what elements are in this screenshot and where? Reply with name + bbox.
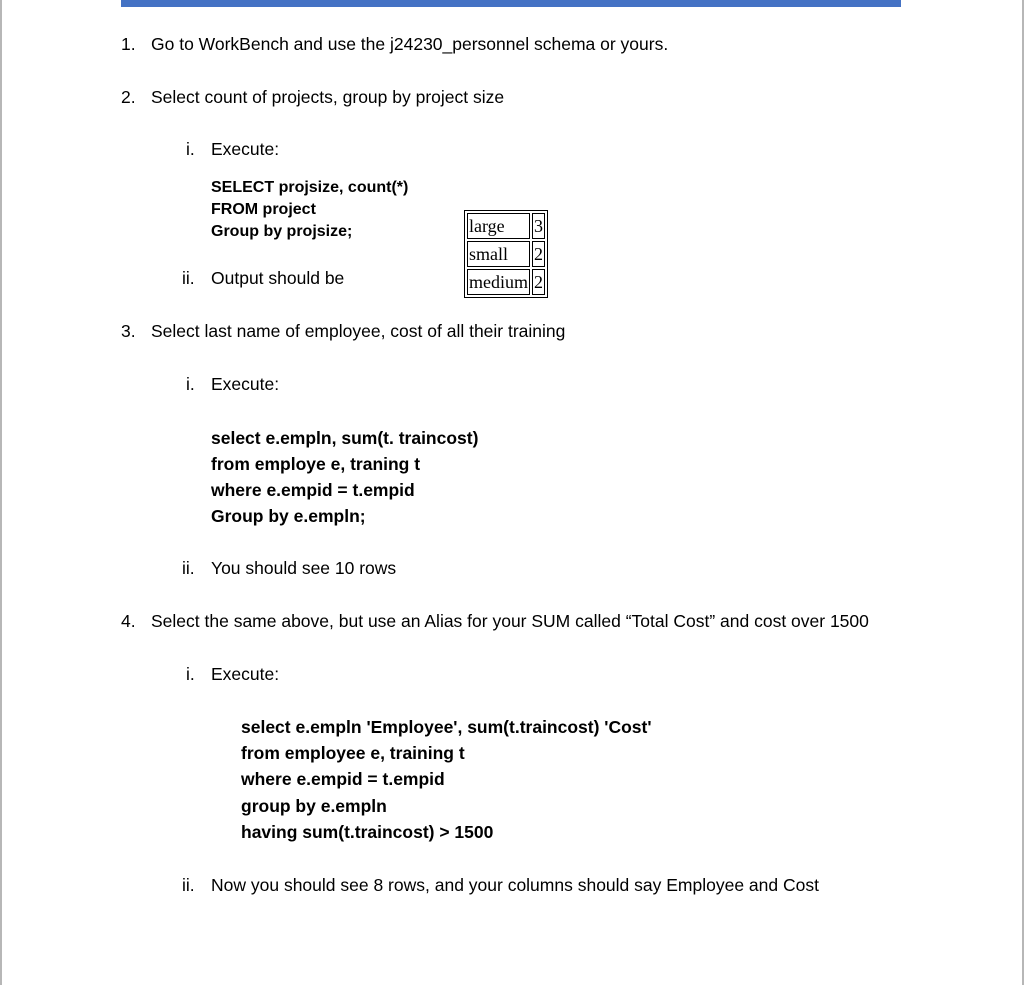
table-cell: small [467, 241, 530, 267]
item-3-sub-i-number: i. [186, 374, 195, 394]
table-row [467, 241, 545, 267]
table-row [467, 213, 545, 239]
table-row [467, 269, 545, 295]
item-4-code-line: select e.empln 'Employee', sum(t.traincost) 'Cost' [241, 717, 652, 737]
item-3-code-line: select e.empln, sum(t. traincost) [211, 428, 479, 448]
item-4-code-line: group by e.empln [241, 796, 387, 816]
header-rule [121, 0, 901, 7]
item-4-sub-ii-number: ii. [182, 875, 195, 895]
table-cell: large [467, 213, 530, 239]
item-2-text: Select count of projects, group by project size [151, 87, 505, 107]
item-2-number: 2. [121, 87, 136, 107]
item-3-number: 3. [121, 321, 136, 341]
item-2-code-line: FROM project [211, 201, 316, 218]
item-4-code-line: from employee e, training t [241, 743, 465, 763]
table-cell: medium [467, 269, 530, 295]
item-4-sub-i-text: Execute: [211, 664, 280, 684]
item-2-code-line: SELECT projsize, count(*) [211, 179, 409, 196]
item-3-code-line: Group by e.empln; [211, 506, 366, 526]
item-2-sub-i-number: i. [186, 139, 195, 159]
item-4-sub-ii-text: Now you should see 8 rows, and your columns should say Employee and Cost [211, 875, 819, 895]
page-edge-left [0, 0, 2, 985]
table-cell: 3 [532, 213, 545, 239]
table-cell: 2 [532, 241, 545, 267]
item-1-text: Go to WorkBench and use the j24230_personnel schema or yours. [151, 34, 669, 54]
item-1-number: 1. [121, 34, 136, 54]
item-4-number: 4. [121, 611, 136, 631]
item-3-sub-i-text: Execute: [211, 374, 280, 394]
item-3-text: Select last name of employee, cost of all their training [151, 321, 566, 341]
item-4-code-line: where e.empid = t.empid [241, 769, 445, 789]
item-4-text: Select the same above, but use an Alias for your SUM called “Total Cost” and cost over 1500 [151, 611, 869, 631]
item-3-sub-ii-number: ii. [182, 558, 195, 578]
item-2-code-line: Group by projsize; [211, 223, 353, 240]
item-3-code-line: where e.empid = t.empid [211, 480, 415, 500]
item-3-sub-ii-text: You should see 10 rows [211, 558, 397, 578]
table-cell: 2 [532, 269, 545, 295]
item-2-sub-ii-number: ii. [182, 268, 195, 288]
item-3-code-line: from employe e, traning t [211, 454, 421, 474]
item-4-sub-i-number: i. [186, 664, 195, 684]
item-4-code-line: having sum(t.traincost) > 1500 [241, 822, 494, 842]
item-2-sub-ii-text: Output should be [211, 268, 345, 288]
item-2-sub-i-text: Execute: [211, 139, 280, 159]
output-table [464, 210, 548, 298]
